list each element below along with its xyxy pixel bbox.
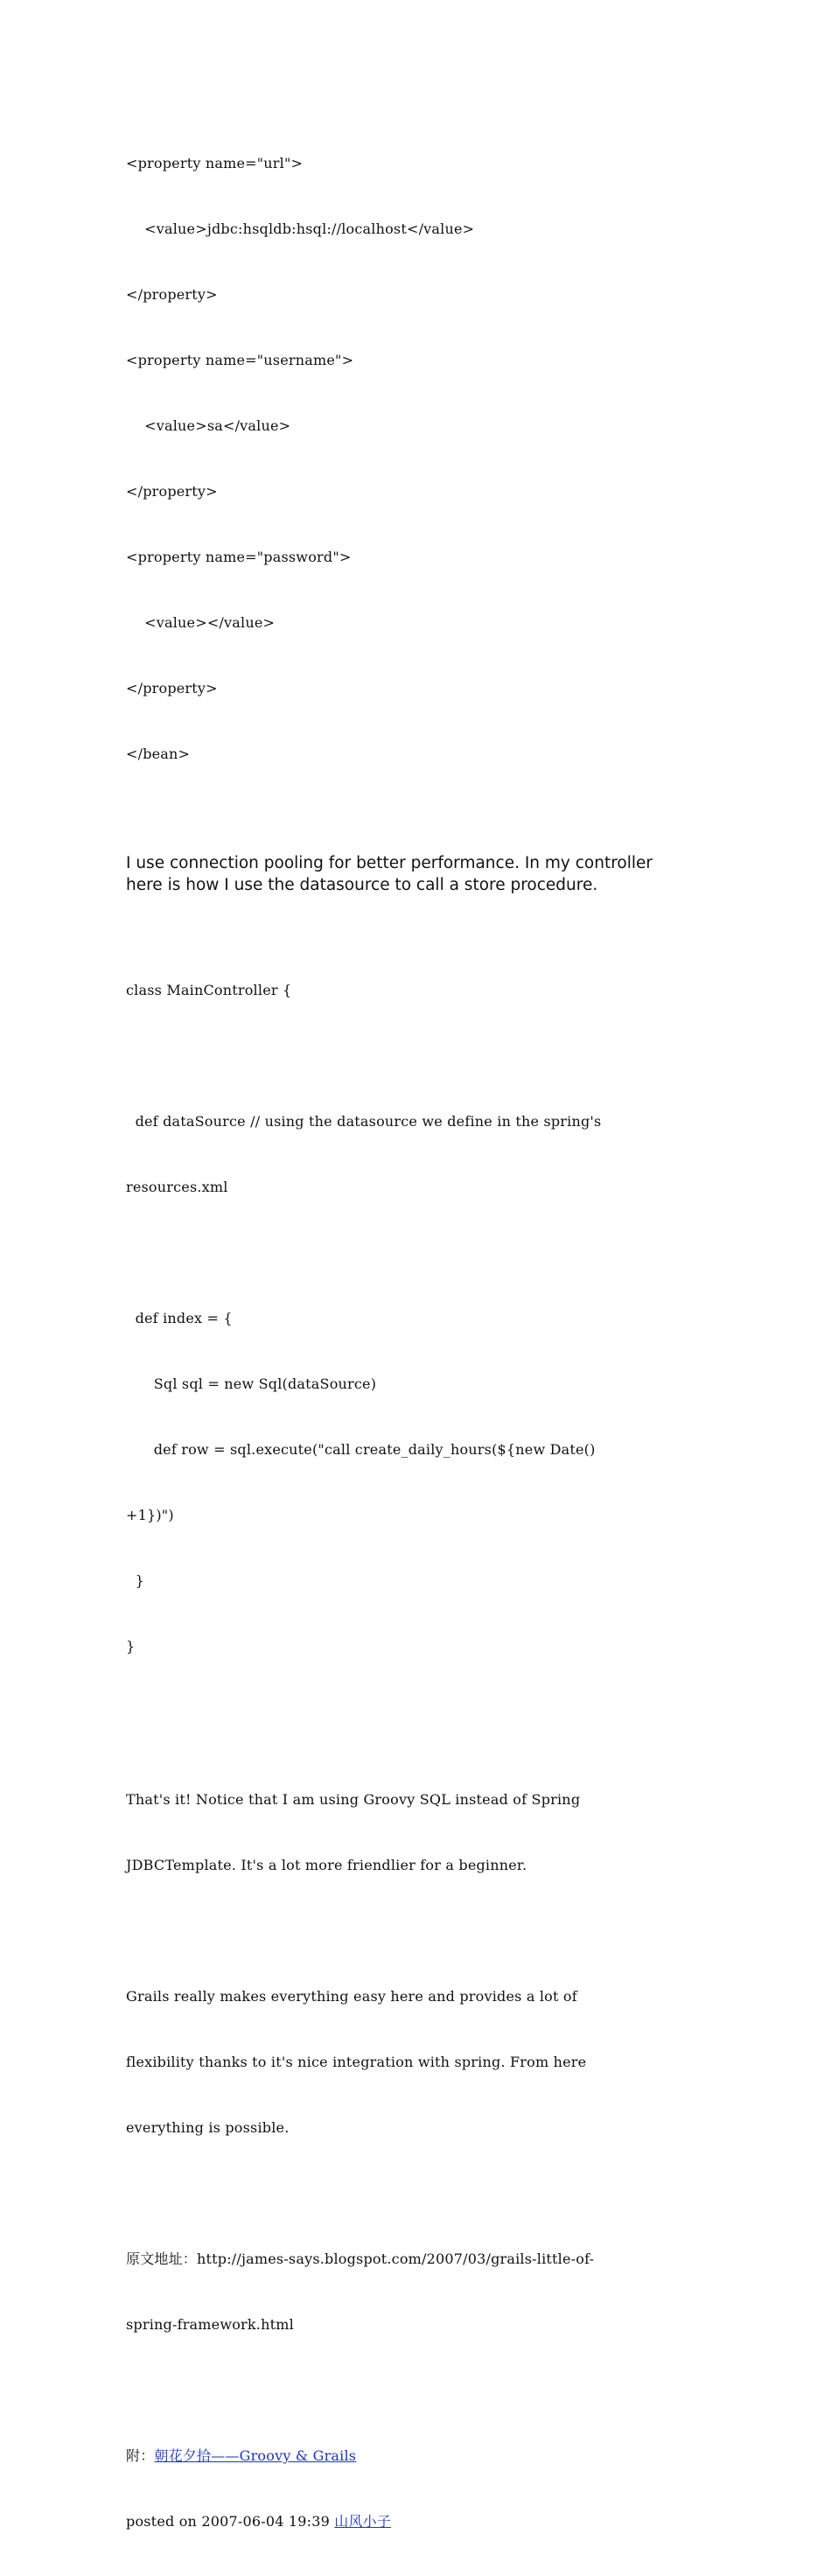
code-line: def dataSource // using the datasource we define in the spring's (126, 1113, 602, 1130)
intro-line-2: here is how I use the datasource to call a store procedure. (126, 876, 598, 894)
attachment-line (126, 2445, 695, 2467)
xml-code-block (126, 108, 695, 808)
source-line-2: spring-framework.html (126, 2316, 294, 2333)
code-line: <property name="url"> (126, 155, 304, 172)
grails-line-3: everything is possible. (126, 2119, 290, 2136)
conclusion-line-1: That's it! Notice that I am using Groovy SQL instead of Spring (126, 1791, 581, 1808)
conclusion-paragraph (126, 1745, 695, 1920)
intro-line-1: I use connection pooling for better performance. In my controller (126, 854, 653, 872)
grails-line-1: Grails really makes everything easy here and provides a lot of (126, 1988, 577, 2005)
source-url (126, 2204, 695, 2379)
code-line: } (126, 1638, 136, 1655)
author-link[interactable]: 山风小子 (334, 2513, 392, 2530)
document-page (126, 108, 695, 2576)
code-line: </property> (126, 483, 218, 500)
code-line: <value>sa</value> (126, 417, 291, 434)
code-line: resources.xml (126, 1179, 228, 1195)
intro-paragraph (126, 852, 695, 896)
code-line: </property> (126, 286, 218, 303)
code-line: def index = { (126, 1310, 233, 1326)
grails-line-2: flexibility thanks to it's nice integration with spring. From here (126, 2054, 587, 2070)
source-line-1: 原文地址：http://james-says.blogspot.com/2007/03/grails-little-of- (126, 2250, 595, 2267)
code-line: <property name="username"> (126, 352, 354, 368)
code-line: class MainController { (126, 982, 292, 998)
code-line: <property name="password"> (126, 549, 352, 565)
posted-line (126, 2510, 695, 2532)
conclusion-line-2: JDBCTemplate. It's a lot more friendlier for a beginner. (126, 1857, 527, 1873)
posted-timestamp: posted on 2007-06-04 19:39 (126, 2513, 335, 2530)
grails-paragraph (126, 1942, 695, 2182)
attachment-link[interactable]: 朝花夕拾——Groovy & Grails (154, 2447, 357, 2464)
post-footer (126, 2401, 695, 2576)
code-line: </bean> (126, 746, 191, 762)
code-line (126, 1045, 695, 1067)
code-line: } (126, 1572, 144, 1589)
code-line: </property> (126, 680, 218, 696)
code-line: <value>jdbc:hsqldb:hsql://localhost</value> (126, 220, 475, 237)
code-line (126, 1242, 695, 1264)
code-line: <value></value> (126, 614, 276, 631)
groovy-code-block (126, 935, 695, 1701)
code-line: +1})") (126, 1507, 174, 1523)
attachment-prefix: 附： (126, 2447, 155, 2464)
code-line: def row = sql.execute("call create_daily_hours(${new Date() (126, 1441, 596, 1458)
code-line: Sql sql = new Sql(dataSource) (126, 1376, 377, 1392)
